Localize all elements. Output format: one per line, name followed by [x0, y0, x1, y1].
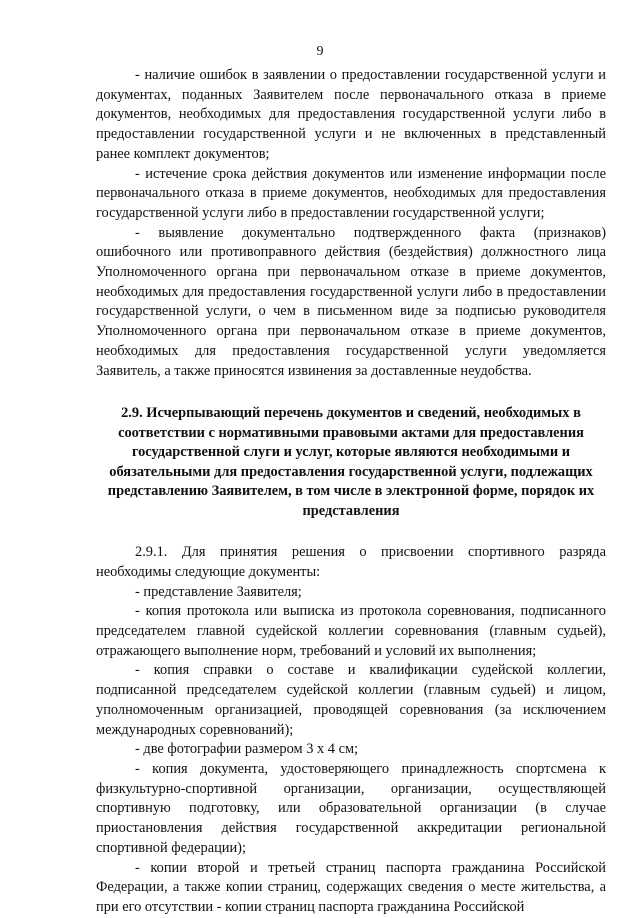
paragraph-erroneous-action: - выявление документально подтвержденного факта (признаков) ошибочного или противоправного действия (бездействия) должностного лица Уполномоченного органа при первоначальном отказе в приеме документов, необходимых для предоставления государственной услуги либо в предоставлении государственной услуги, о чем в письменном виде за подписью руководителя Уполномоченного органа при первоначальном отказе в приеме документов, необходимых для предоставления государственной услуги уведомляется Заявитель, а также приносятся извинения за доставленные неудобства. [96, 224, 606, 379]
paragraph-errors-in-application: - наличие ошибок в заявлении о предоставлении государственной услуги и документах, поданных Заявителем после первоначального отказа в приеме документов, необходимых для предоставления государственной услуги либо в предоставлении государственной услуги и не включенных в представленный ранее комплект документов; [96, 67, 606, 162]
list-item-applicant-submission: - представление Заявителя; [135, 583, 302, 600]
list-item-protocol-copy: - копия протокола или выписка из протокола соревнования, подписанного председателем главной судейской коллегии соревнования (главным судьей), отражающего выполнение норм, требований и условий их выполнения; [96, 603, 606, 659]
list-item-passport-copies: - копии второй и третьей страниц паспорта гражданина Российской Федерации, а также копии страниц, содержащих сведения о месте жительства, а при его отсутствии - копии страниц паспорта гражданина Российской [96, 859, 606, 915]
list-item-judges-certificate: - копия справки о составе и квалификации судейской коллегии, подписанной председателем судейской коллегии (главным судьей) и лицом, уполномоченным организацией, проводящей соревнования (за исключением международных соревнований); [96, 662, 606, 738]
section-heading-2-9: 2.9. Исчерпывающий перечень документов и сведений, необходимых в соответствии с нормативными правовыми актами для предоставления государственной слуги и услуг, которые являются необходимыми и обязательными для предоставления государственной услуги, подлежащих представлению Заявителем, в том числе в электронной форме, порядок их представления [107, 405, 595, 519]
paragraph-2-9-1: 2.9.1. Для принятия решения о присвоении спортивного разряда необходимы следующие документы: [96, 544, 606, 580]
list-item-affiliation-document: - копия документа, удостоверяющего принадлежность спортсмена к физкультурно-спортивной организации, организации, осуществляющей спортивную подготовку, или образовательной организации (в случае приостановления действия государственной аккредитации региональной спортивной федерации); [96, 760, 606, 856]
paragraph-expired-documents: - истечение срока действия документов или изменение информации после первоначального отказа в приеме документов, необходимых для предоставления государственной услуги либо в предоставлении государственной услуги; [96, 165, 606, 221]
list-item-photographs: - две фотографии размером 3 х 4 см; [135, 741, 359, 758]
page-number: 9 [316, 44, 324, 59]
document-body [96, 66, 606, 918]
